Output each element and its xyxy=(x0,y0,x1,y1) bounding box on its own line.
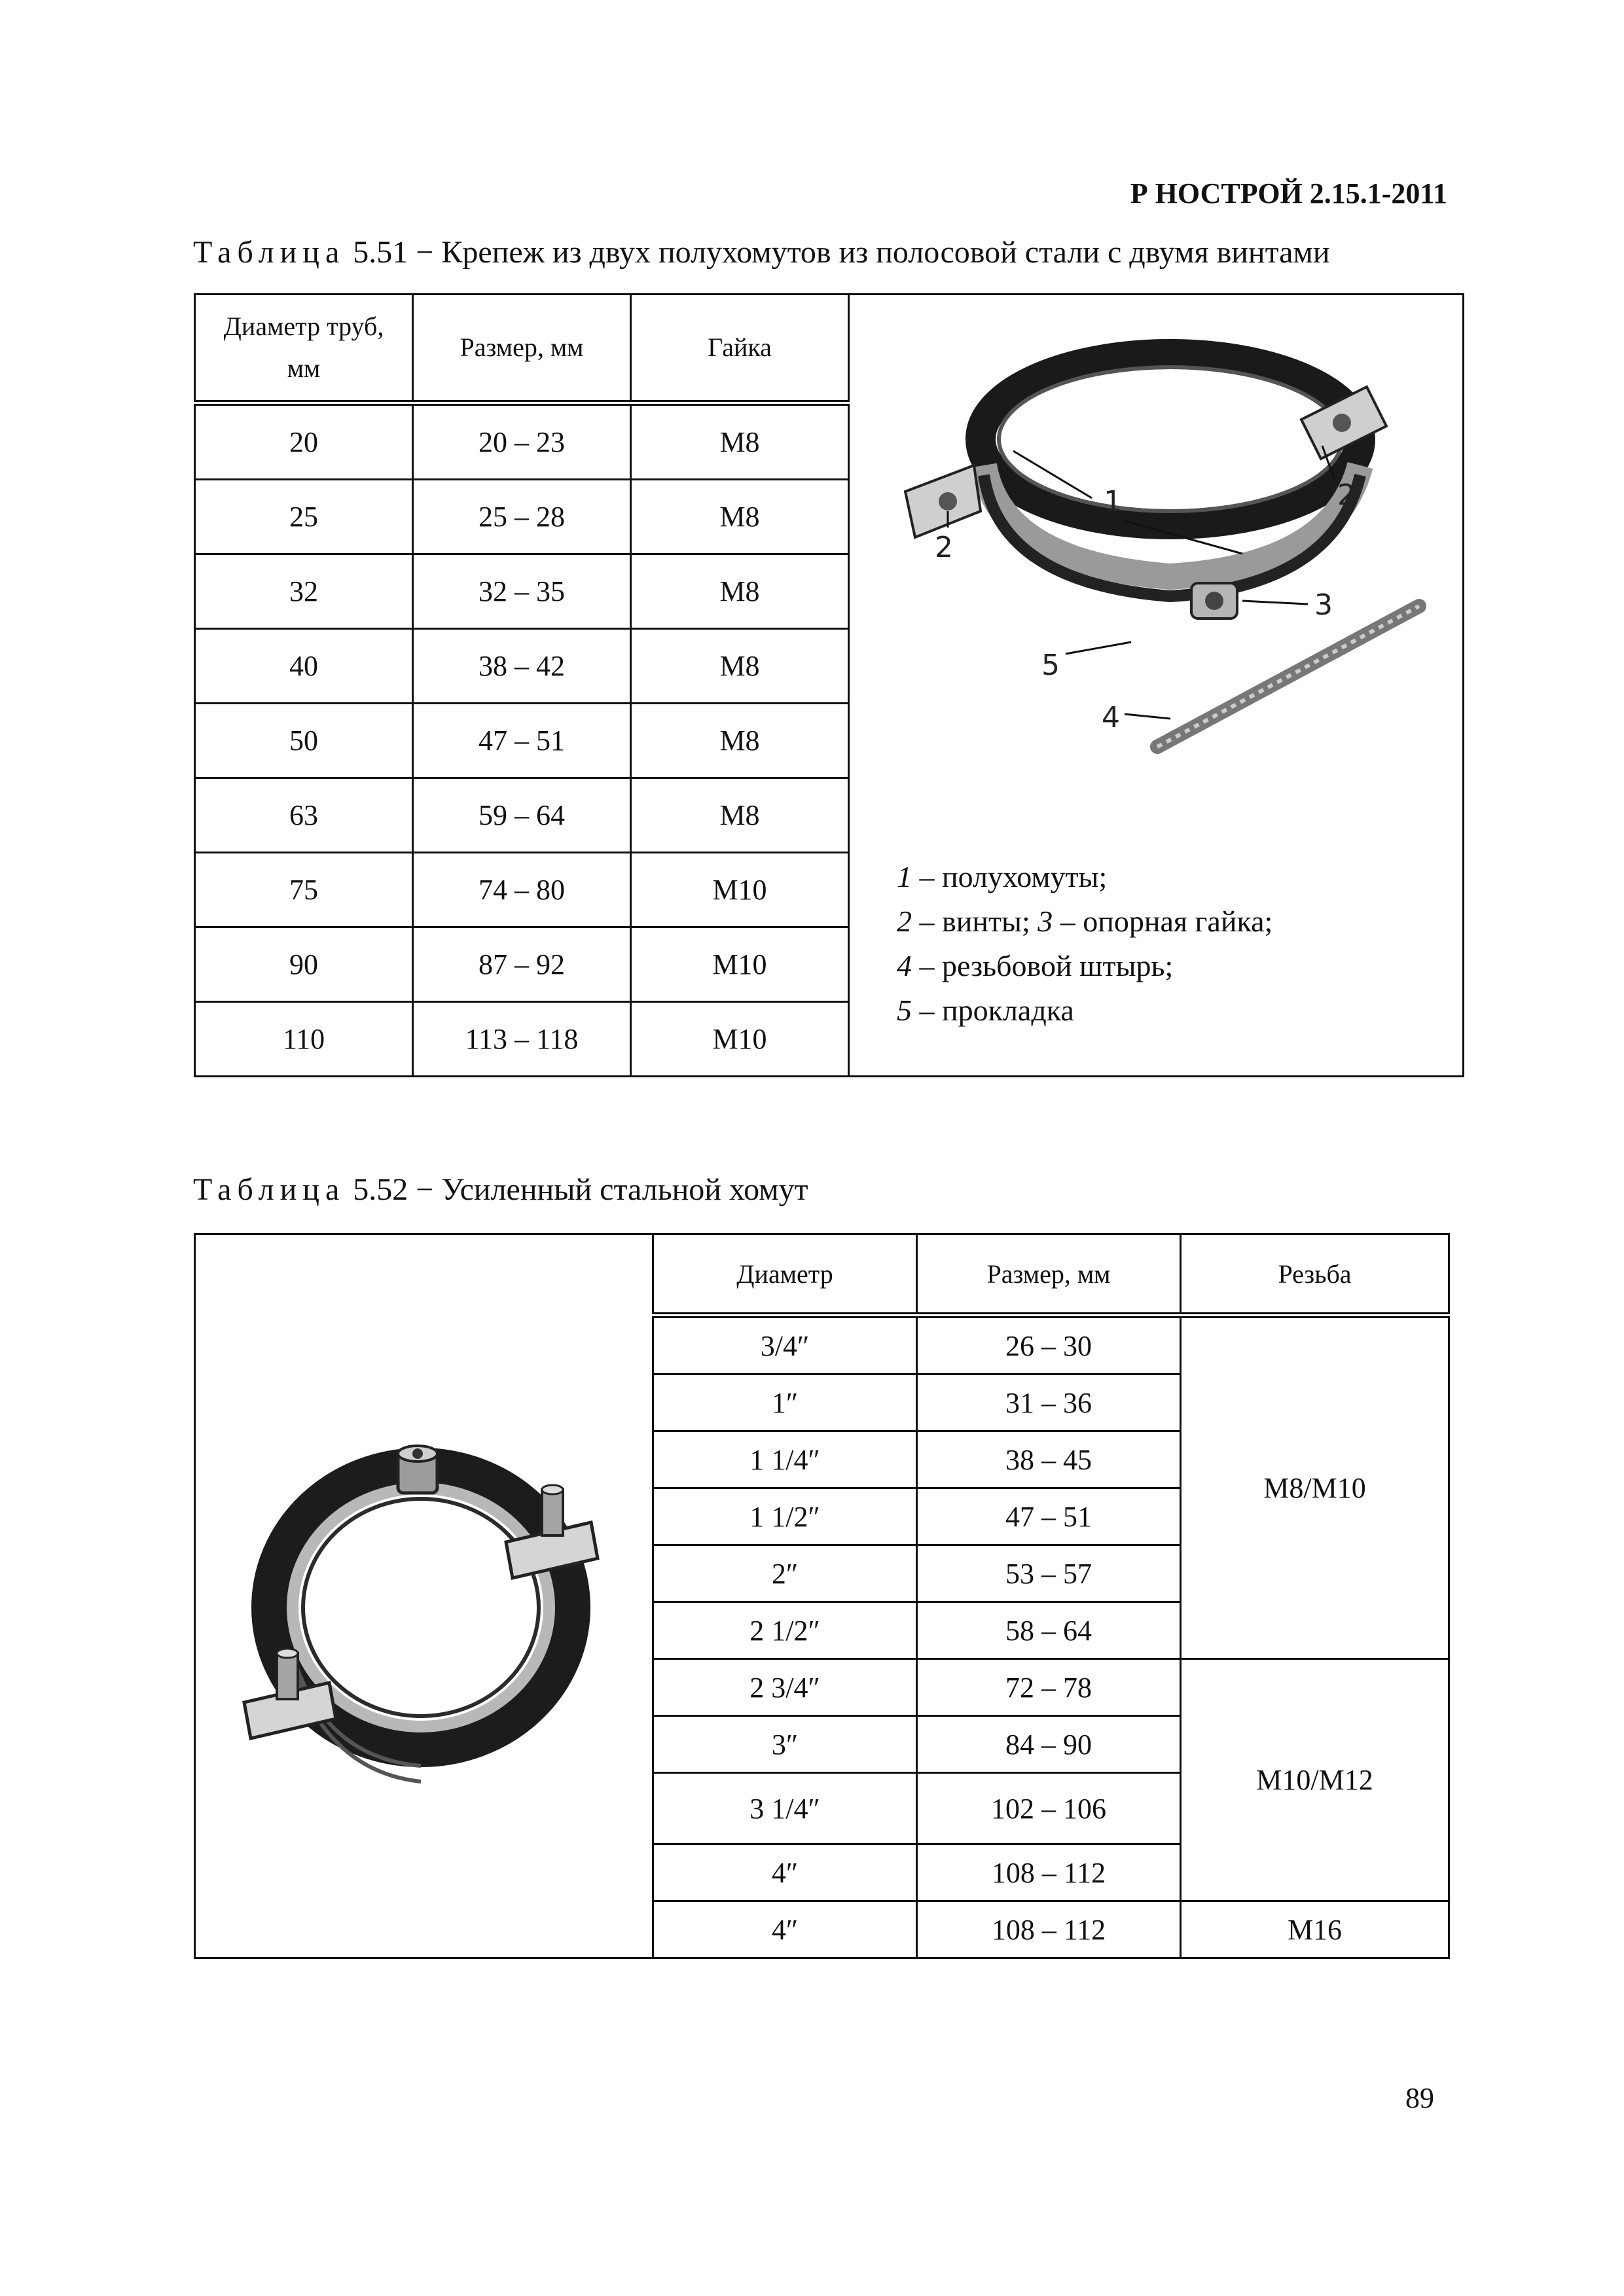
table-row: 4″ 108 – 112 M16 xyxy=(195,1901,1449,1958)
table-row: 32 32 – 35 M8 xyxy=(195,554,1464,629)
table-row: 3 1/4″ 102 – 106 xyxy=(195,1773,1449,1844)
reinforced-clamp-figure xyxy=(198,1300,650,1889)
thread-group-3: M16 xyxy=(1181,1901,1449,1958)
table-row: 63 59 – 64 M8 xyxy=(195,778,1464,853)
legend-item: 5 – прокладка xyxy=(897,994,1074,1027)
half-clamps-figure xyxy=(850,295,1462,852)
table-row: 2″ 53 – 57 xyxy=(195,1545,1449,1602)
table-5-51-caption xyxy=(193,234,1330,270)
table-row: 2 1/2″ 58 – 64 xyxy=(195,1602,1449,1659)
header-nut: Гайка xyxy=(631,295,849,403)
callout-5: 5 xyxy=(1041,649,1060,682)
table-row: 3/4″ 26 – 30 M8/M10 xyxy=(195,1316,1449,1374)
table-row: 1 1/4″ 38 – 45 xyxy=(195,1431,1449,1488)
table-row: 2 3/4″ 72 – 78 M10/M12 xyxy=(195,1659,1449,1716)
table-5-51 xyxy=(194,293,1464,1077)
legend-item: 1 – полухомуты; xyxy=(897,860,1108,893)
table-row: 20 20 – 23 M8 xyxy=(195,403,1464,480)
table-row: 50 47 – 51 M8 xyxy=(195,704,1464,778)
header-size: Размер, мм xyxy=(917,1234,1181,1316)
header-diameter: Диаметр xyxy=(653,1234,917,1316)
thread-group-1: M8/M10 xyxy=(1181,1316,1449,1659)
caption-word: Таблица xyxy=(193,1172,346,1207)
callout-2-right: 2 xyxy=(1337,478,1356,512)
callout-1: 1 xyxy=(1104,485,1122,518)
callout-3: 3 xyxy=(1314,588,1333,622)
table-row: 25 25 – 28 M8 xyxy=(195,480,1464,554)
caption-word: Таблица xyxy=(193,235,346,270)
table-row: 3″ 84 – 90 xyxy=(195,1716,1449,1773)
caption-text: 5.51 − Крепеж из двух полухомутов из полосовой стали с двумя винтами xyxy=(353,235,1330,270)
figure-legend xyxy=(850,855,1462,1049)
callout-4: 4 xyxy=(1102,701,1120,734)
table-row: 90 87 – 92 M10 xyxy=(195,927,1464,1002)
header-diameter: Диаметр труб, мм xyxy=(195,295,413,403)
table-row: 1 1/2″ 47 – 51 xyxy=(195,1488,1449,1545)
document-code: Р НОСТРОЙ 2.15.1-2011 xyxy=(1130,177,1447,209)
header-thread: Резьба xyxy=(1181,1234,1449,1316)
page-number: 89 xyxy=(1405,2082,1434,2114)
table-row: 110 113 – 118 M10 xyxy=(195,1002,1464,1077)
table-row: 75 74 – 80 M10 xyxy=(195,853,1464,927)
clamp-figure-cell xyxy=(849,295,1464,1077)
legend-item: 2 – винты; 3 – опорная гайка; xyxy=(897,905,1273,938)
thread-group-2: M10/M12 xyxy=(1181,1659,1449,1901)
clamp-figure-cell xyxy=(195,1234,653,1958)
legend-item: 4 – резьбовой штырь; xyxy=(897,949,1174,982)
caption-text: 5.52 − Усиленный стальной хомут xyxy=(353,1172,808,1207)
table-row: 4″ 108 – 112 xyxy=(195,1844,1449,1901)
header-size: Размер, мм xyxy=(413,295,631,403)
callout-2-left: 2 xyxy=(935,531,953,564)
table-row: 1″ 31 – 36 xyxy=(195,1374,1449,1431)
table-row: 40 38 – 42 M8 xyxy=(195,629,1464,704)
table-5-52 xyxy=(194,1233,1450,1959)
table-5-52-caption xyxy=(193,1172,808,1208)
